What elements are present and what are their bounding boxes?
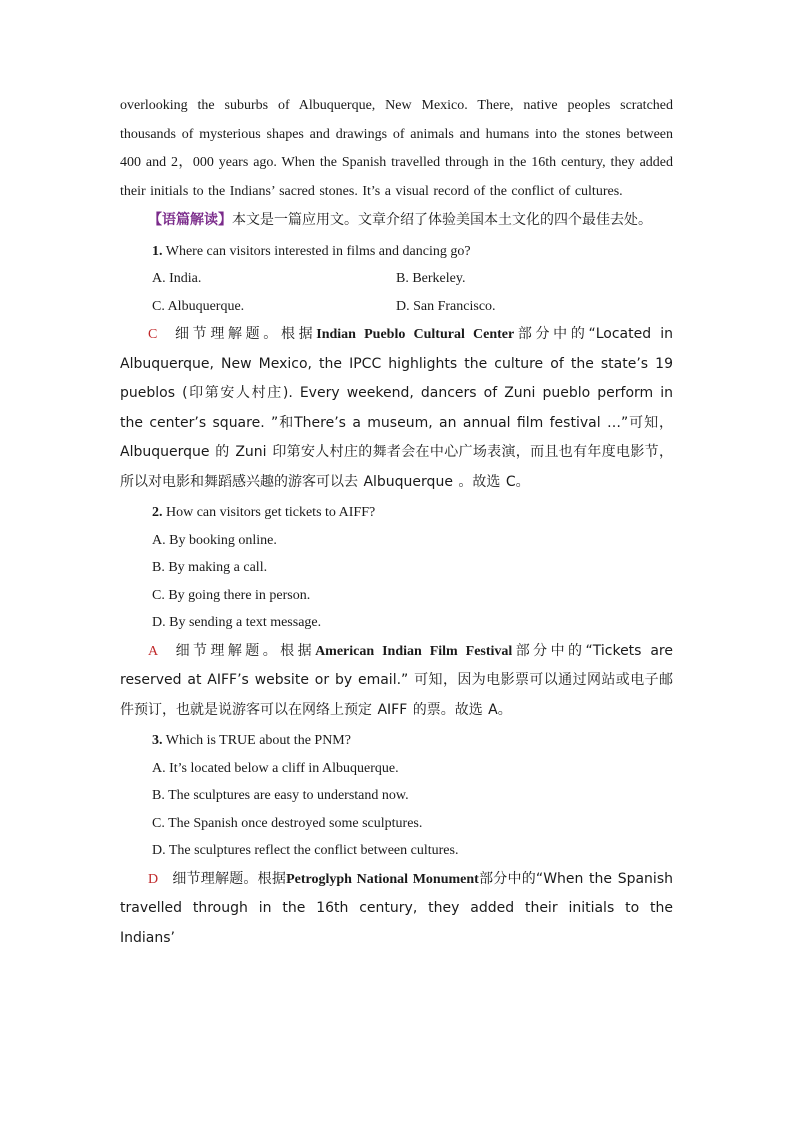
option-b: B. By making a call.	[152, 560, 268, 575]
analysis-pre: 细节理解题。根据	[171, 326, 317, 342]
analysis-section-name: American Indian Film Festival	[315, 643, 513, 659]
question-number: 3.	[152, 733, 163, 748]
answer-letter: C	[148, 327, 158, 342]
option-d: D. San Francisco.	[396, 298, 496, 314]
analysis-pre: 细节理解题。根据	[172, 642, 316, 659]
analysis	[120, 320, 673, 497]
analysis-section-name: Indian Pueblo Cultural Center	[316, 327, 515, 342]
summary-tag: 【语篇解读】	[148, 212, 232, 228]
analysis-pre: 细节理解题。根据	[172, 870, 287, 887]
analysis-body: 部分中的“Tickets are reserved at AIFF’s website or by email.” 可知，因为电影票可以通过网站或电子邮件预订，也就是说游客可以在网络上预定 AIFF 的票。故选 A。	[120, 642, 673, 718]
analysis-body: 部分中的“When the Spanish travelled through in the 16th century, they added their initials to the Indians’	[120, 870, 673, 946]
question-3	[120, 727, 673, 953]
question-number: 1.	[152, 243, 163, 259]
option-c: C. The Spanish once destroyed some sculptures.	[152, 815, 423, 831]
option-row	[120, 265, 673, 293]
question-text: How can visitors get tickets to AIFF?	[166, 505, 376, 520]
question-stem	[120, 238, 673, 266]
question-2	[120, 499, 673, 725]
option-row	[120, 293, 673, 321]
passage-end: overlooking the suburbs of Albuquerque, New Mexico. There, native peoples scratched thousands of mysterious shapes and drawings of animals and humans into the stones between 400 and 2，000 years ago. When the Spanish travelled through in the 16th century, they added their initials to the Indians’ sacred stones. It’s a visual record of the conflict of cultures.	[120, 98, 673, 199]
question-stem	[120, 727, 673, 755]
document-page	[120, 92, 673, 953]
question-1	[120, 238, 673, 498]
option-d: D. By sending a text message.	[152, 615, 322, 630]
summary-text: 本文是一篇应用文。文章介绍了体验美国本土文化的四个最佳去处。	[232, 212, 652, 228]
summary	[120, 206, 673, 236]
answer-letter: A	[148, 643, 159, 659]
option-a: A. It’s located below a cliff in Albuquerque.	[152, 760, 399, 776]
option-b: B. The sculptures are easy to understand now.	[152, 788, 409, 803]
analysis-section-name: Petroglyph National Monument	[286, 871, 479, 887]
analysis	[120, 865, 673, 954]
question-stem	[120, 499, 673, 527]
option-b: B. Berkeley.	[396, 271, 466, 286]
option-c: C. Albuquerque.	[152, 298, 245, 314]
option-a: A. India.	[152, 271, 202, 286]
option-c: C. By going there in person.	[152, 587, 311, 603]
option-a: A. By booking online.	[152, 532, 277, 548]
question-text: Which is TRUE about the PNM?	[165, 733, 351, 748]
analysis	[120, 637, 673, 726]
analysis-body: 部分中的“Located in Albuquerque, New Mexico, the IPCC highlights the culture of the state’s 19 pueblos (印第安人村庄). Every weekend, dancers of Zuni pueblo perform in the center’s square. ”和There’s a museum, an annual film festival …”可知，Albuquerque 的 Zuni 印第安人村庄的舞者会在中心广场表演，而且也有年度电影节，所以对电影和舞蹈感兴趣的游客可以去 Albuquerque 。故选 C。	[120, 326, 673, 490]
option-d: D. The sculptures reflect the conflict between cultures.	[152, 843, 459, 858]
question-number: 2.	[152, 505, 163, 520]
answer-letter: D	[148, 871, 159, 887]
question-text: Where can visitors interested in films and dancing go?	[165, 243, 471, 259]
